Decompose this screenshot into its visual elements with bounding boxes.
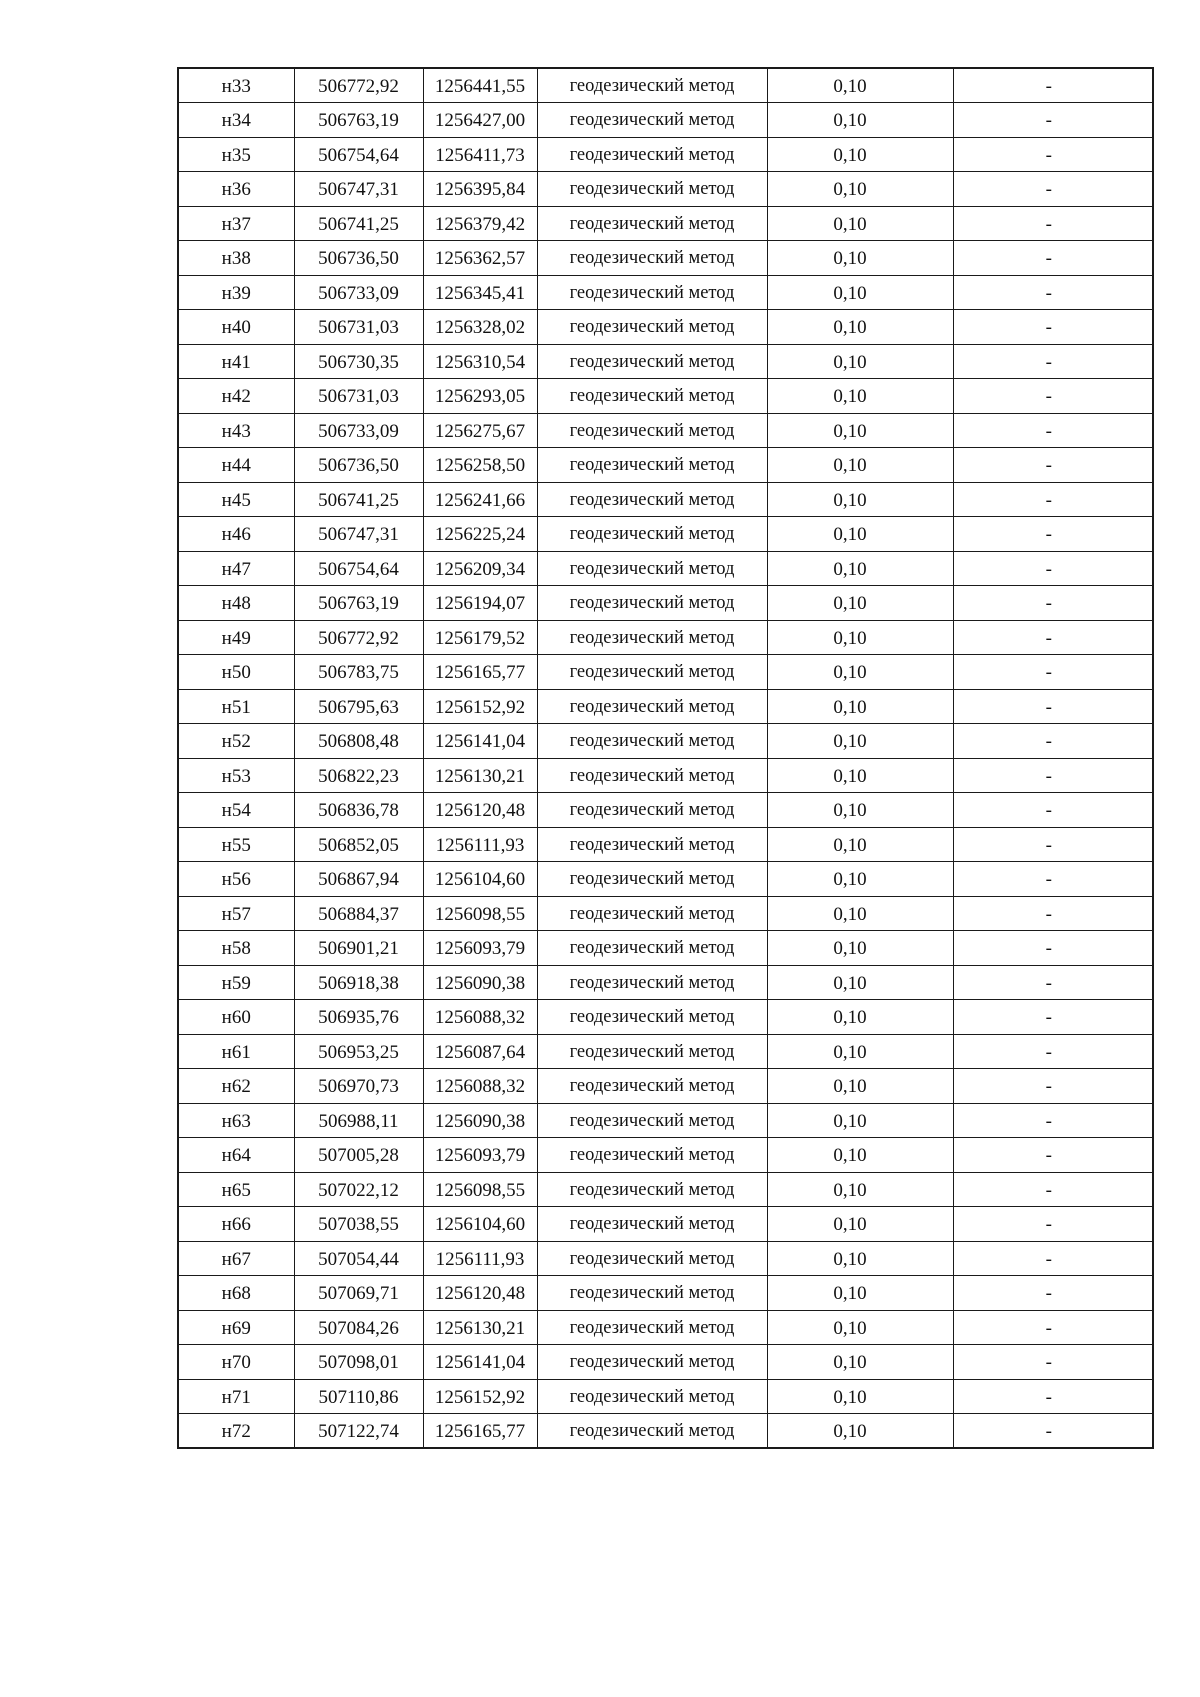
- accuracy-cell: 0,10: [767, 620, 953, 655]
- x-coordinate-cell: 506754,64: [294, 551, 423, 586]
- x-coordinate-cell: 506953,25: [294, 1034, 423, 1069]
- description-cell: -: [953, 275, 1153, 310]
- y-coordinate-cell: 1256194,07: [423, 586, 537, 621]
- x-coordinate-cell: 506852,05: [294, 827, 423, 862]
- point-number-cell: н33: [178, 68, 294, 103]
- table-row: [178, 1103, 1153, 1138]
- x-coordinate-cell: 507038,55: [294, 1207, 423, 1242]
- y-coordinate-cell: 1256293,05: [423, 379, 537, 414]
- accuracy-cell: 0,10: [767, 1034, 953, 1069]
- x-coordinate-cell: 506808,48: [294, 724, 423, 759]
- description-cell: -: [953, 1138, 1153, 1173]
- x-coordinate-cell: 507122,74: [294, 1414, 423, 1449]
- description-cell: -: [953, 1310, 1153, 1345]
- y-coordinate-cell: 1256427,00: [423, 103, 537, 138]
- y-coordinate-cell: 1256111,93: [423, 1241, 537, 1276]
- description-cell: -: [953, 379, 1153, 414]
- y-coordinate-cell: 1256141,04: [423, 1345, 537, 1380]
- point-number-cell: н48: [178, 586, 294, 621]
- table-row: [178, 1172, 1153, 1207]
- description-cell: -: [953, 1207, 1153, 1242]
- table-row: [178, 137, 1153, 172]
- y-coordinate-cell: 1256165,77: [423, 655, 537, 690]
- y-coordinate-cell: 1256093,79: [423, 1138, 537, 1173]
- accuracy-cell: 0,10: [767, 1172, 953, 1207]
- x-coordinate-cell: 506754,64: [294, 137, 423, 172]
- table-row: [178, 758, 1153, 793]
- method-cell: геодезический метод: [537, 1069, 767, 1104]
- x-coordinate-cell: 506935,76: [294, 1000, 423, 1035]
- x-coordinate-cell: 506731,03: [294, 379, 423, 414]
- table-row: [178, 275, 1153, 310]
- point-number-cell: н71: [178, 1379, 294, 1414]
- method-cell: геодезический метод: [537, 448, 767, 483]
- method-cell: геодезический метод: [537, 482, 767, 517]
- description-cell: -: [953, 344, 1153, 379]
- method-cell: геодезический метод: [537, 965, 767, 1000]
- point-number-cell: н62: [178, 1069, 294, 1104]
- x-coordinate-cell: 507084,26: [294, 1310, 423, 1345]
- point-number-cell: н66: [178, 1207, 294, 1242]
- description-cell: -: [953, 1103, 1153, 1138]
- x-coordinate-cell: 506901,21: [294, 931, 423, 966]
- point-number-cell: н65: [178, 1172, 294, 1207]
- point-number-cell: н34: [178, 103, 294, 138]
- table-row: [178, 310, 1153, 345]
- y-coordinate-cell: 1256165,77: [423, 1414, 537, 1449]
- description-cell: -: [953, 586, 1153, 621]
- method-cell: геодезический метод: [537, 758, 767, 793]
- description-cell: -: [953, 482, 1153, 517]
- point-number-cell: н50: [178, 655, 294, 690]
- table-row: [178, 1414, 1153, 1449]
- table-row: [178, 724, 1153, 759]
- point-number-cell: н35: [178, 137, 294, 172]
- description-cell: -: [953, 1379, 1153, 1414]
- accuracy-cell: 0,10: [767, 1345, 953, 1380]
- description-cell: -: [953, 724, 1153, 759]
- x-coordinate-cell: 506733,09: [294, 413, 423, 448]
- description-cell: -: [953, 655, 1153, 690]
- table-row: [178, 1207, 1153, 1242]
- description-cell: -: [953, 620, 1153, 655]
- y-coordinate-cell: 1256120,48: [423, 1276, 537, 1311]
- x-coordinate-cell: 506747,31: [294, 172, 423, 207]
- accuracy-cell: 0,10: [767, 965, 953, 1000]
- accuracy-cell: 0,10: [767, 1414, 953, 1449]
- accuracy-cell: 0,10: [767, 1241, 953, 1276]
- accuracy-cell: 0,10: [767, 1138, 953, 1173]
- description-cell: -: [953, 241, 1153, 276]
- description-cell: -: [953, 551, 1153, 586]
- description-cell: -: [953, 1172, 1153, 1207]
- method-cell: геодезический метод: [537, 206, 767, 241]
- y-coordinate-cell: 1256090,38: [423, 965, 537, 1000]
- x-coordinate-cell: 506741,25: [294, 206, 423, 241]
- table-row: [178, 482, 1153, 517]
- point-number-cell: н45: [178, 482, 294, 517]
- y-coordinate-cell: 1256120,48: [423, 793, 537, 828]
- method-cell: геодезический метод: [537, 1138, 767, 1173]
- accuracy-cell: 0,10: [767, 68, 953, 103]
- accuracy-cell: 0,10: [767, 827, 953, 862]
- point-number-cell: н57: [178, 896, 294, 931]
- accuracy-cell: 0,10: [767, 172, 953, 207]
- table-row: [178, 1138, 1153, 1173]
- method-cell: геодезический метод: [537, 413, 767, 448]
- point-number-cell: н36: [178, 172, 294, 207]
- table-row: [178, 1379, 1153, 1414]
- description-cell: -: [953, 1345, 1153, 1380]
- x-coordinate-cell: 507069,71: [294, 1276, 423, 1311]
- point-number-cell: н38: [178, 241, 294, 276]
- accuracy-cell: 0,10: [767, 241, 953, 276]
- x-coordinate-cell: 506730,35: [294, 344, 423, 379]
- table-row: [178, 896, 1153, 931]
- description-cell: -: [953, 1000, 1153, 1035]
- point-number-cell: н47: [178, 551, 294, 586]
- table-row: [178, 965, 1153, 1000]
- table-row: [178, 68, 1153, 103]
- description-cell: -: [953, 206, 1153, 241]
- point-number-cell: н56: [178, 862, 294, 897]
- method-cell: геодезический метод: [537, 1034, 767, 1069]
- accuracy-cell: 0,10: [767, 482, 953, 517]
- point-number-cell: н39: [178, 275, 294, 310]
- accuracy-cell: 0,10: [767, 896, 953, 931]
- method-cell: геодезический метод: [537, 68, 767, 103]
- description-cell: -: [953, 413, 1153, 448]
- method-cell: геодезический метод: [537, 1241, 767, 1276]
- method-cell: геодезический метод: [537, 620, 767, 655]
- description-cell: -: [953, 793, 1153, 828]
- accuracy-cell: 0,10: [767, 1069, 953, 1104]
- table-row: [178, 1241, 1153, 1276]
- x-coordinate-cell: 506736,50: [294, 241, 423, 276]
- table-row: [178, 448, 1153, 483]
- y-coordinate-cell: 1256104,60: [423, 862, 537, 897]
- method-cell: геодезический метод: [537, 1172, 767, 1207]
- y-coordinate-cell: 1256090,38: [423, 1103, 537, 1138]
- description-cell: -: [953, 172, 1153, 207]
- point-number-cell: н72: [178, 1414, 294, 1449]
- y-coordinate-cell: 1256088,32: [423, 1069, 537, 1104]
- method-cell: геодезический метод: [537, 275, 767, 310]
- point-number-cell: н58: [178, 931, 294, 966]
- x-coordinate-cell: 506988,11: [294, 1103, 423, 1138]
- description-cell: -: [953, 1414, 1153, 1449]
- x-coordinate-cell: 506867,94: [294, 862, 423, 897]
- method-cell: геодезический метод: [537, 1345, 767, 1380]
- x-coordinate-cell: 506741,25: [294, 482, 423, 517]
- table-row: [178, 1345, 1153, 1380]
- method-cell: геодезический метод: [537, 551, 767, 586]
- method-cell: геодезический метод: [537, 1207, 767, 1242]
- method-cell: геодезический метод: [537, 1276, 767, 1311]
- method-cell: геодезический метод: [537, 310, 767, 345]
- accuracy-cell: 0,10: [767, 413, 953, 448]
- point-number-cell: н59: [178, 965, 294, 1000]
- method-cell: геодезический метод: [537, 1414, 767, 1449]
- y-coordinate-cell: 1256225,24: [423, 517, 537, 552]
- table-row: [178, 793, 1153, 828]
- x-coordinate-cell: 506772,92: [294, 68, 423, 103]
- point-number-cell: н49: [178, 620, 294, 655]
- y-coordinate-cell: 1256152,92: [423, 1379, 537, 1414]
- accuracy-cell: 0,10: [767, 862, 953, 897]
- accuracy-cell: 0,10: [767, 275, 953, 310]
- table-row: [178, 517, 1153, 552]
- x-coordinate-cell: 507054,44: [294, 1241, 423, 1276]
- point-number-cell: н54: [178, 793, 294, 828]
- x-coordinate-cell: 506763,19: [294, 586, 423, 621]
- description-cell: -: [953, 965, 1153, 1000]
- y-coordinate-cell: 1256130,21: [423, 1310, 537, 1345]
- table-row: [178, 1034, 1153, 1069]
- y-coordinate-cell: 1256209,34: [423, 551, 537, 586]
- point-number-cell: н44: [178, 448, 294, 483]
- point-number-cell: н42: [178, 379, 294, 414]
- method-cell: геодезический метод: [537, 103, 767, 138]
- y-coordinate-cell: 1256093,79: [423, 931, 537, 966]
- description-cell: -: [953, 689, 1153, 724]
- y-coordinate-cell: 1256087,64: [423, 1034, 537, 1069]
- x-coordinate-cell: 507110,86: [294, 1379, 423, 1414]
- x-coordinate-cell: 507022,12: [294, 1172, 423, 1207]
- method-cell: геодезический метод: [537, 1310, 767, 1345]
- point-number-cell: н68: [178, 1276, 294, 1311]
- accuracy-cell: 0,10: [767, 137, 953, 172]
- table-row: [178, 344, 1153, 379]
- method-cell: геодезический метод: [537, 896, 767, 931]
- point-number-cell: н46: [178, 517, 294, 552]
- y-coordinate-cell: 1256379,42: [423, 206, 537, 241]
- y-coordinate-cell: 1256179,52: [423, 620, 537, 655]
- accuracy-cell: 0,10: [767, 793, 953, 828]
- table-row: [178, 172, 1153, 207]
- method-cell: геодезический метод: [537, 344, 767, 379]
- method-cell: геодезический метод: [537, 172, 767, 207]
- point-number-cell: н63: [178, 1103, 294, 1138]
- accuracy-cell: 0,10: [767, 1276, 953, 1311]
- accuracy-cell: 0,10: [767, 379, 953, 414]
- method-cell: геодезический метод: [537, 1379, 767, 1414]
- accuracy-cell: 0,10: [767, 1379, 953, 1414]
- method-cell: геодезический метод: [537, 379, 767, 414]
- y-coordinate-cell: 1256241,66: [423, 482, 537, 517]
- x-coordinate-cell: 507098,01: [294, 1345, 423, 1380]
- x-coordinate-cell: 507005,28: [294, 1138, 423, 1173]
- x-coordinate-cell: 506731,03: [294, 310, 423, 345]
- method-cell: геодезический метод: [537, 137, 767, 172]
- accuracy-cell: 0,10: [767, 758, 953, 793]
- description-cell: -: [953, 517, 1153, 552]
- method-cell: геодезический метод: [537, 689, 767, 724]
- table-row: [178, 689, 1153, 724]
- method-cell: геодезический метод: [537, 827, 767, 862]
- x-coordinate-cell: 506783,75: [294, 655, 423, 690]
- point-number-cell: н43: [178, 413, 294, 448]
- table-row: [178, 1000, 1153, 1035]
- x-coordinate-cell: 506795,63: [294, 689, 423, 724]
- accuracy-cell: 0,10: [767, 551, 953, 586]
- x-coordinate-cell: 506733,09: [294, 275, 423, 310]
- description-cell: -: [953, 137, 1153, 172]
- description-cell: -: [953, 758, 1153, 793]
- method-cell: геодезический метод: [537, 1000, 767, 1035]
- point-number-cell: н51: [178, 689, 294, 724]
- x-coordinate-cell: 506772,92: [294, 620, 423, 655]
- point-number-cell: н41: [178, 344, 294, 379]
- description-cell: -: [953, 827, 1153, 862]
- y-coordinate-cell: 1256310,54: [423, 344, 537, 379]
- x-coordinate-cell: 506970,73: [294, 1069, 423, 1104]
- method-cell: геодезический метод: [537, 241, 767, 276]
- point-number-cell: н70: [178, 1345, 294, 1380]
- accuracy-cell: 0,10: [767, 103, 953, 138]
- y-coordinate-cell: 1256345,41: [423, 275, 537, 310]
- y-coordinate-cell: 1256152,92: [423, 689, 537, 724]
- method-cell: геодезический метод: [537, 517, 767, 552]
- accuracy-cell: 0,10: [767, 517, 953, 552]
- point-number-cell: н55: [178, 827, 294, 862]
- y-coordinate-cell: 1256098,55: [423, 1172, 537, 1207]
- y-coordinate-cell: 1256098,55: [423, 896, 537, 931]
- description-cell: -: [953, 1241, 1153, 1276]
- y-coordinate-cell: 1256411,73: [423, 137, 537, 172]
- point-number-cell: н67: [178, 1241, 294, 1276]
- table-row: [178, 206, 1153, 241]
- accuracy-cell: 0,10: [767, 586, 953, 621]
- point-number-cell: н69: [178, 1310, 294, 1345]
- point-number-cell: н64: [178, 1138, 294, 1173]
- accuracy-cell: 0,10: [767, 344, 953, 379]
- y-coordinate-cell: 1256258,50: [423, 448, 537, 483]
- accuracy-cell: 0,10: [767, 1310, 953, 1345]
- accuracy-cell: 0,10: [767, 448, 953, 483]
- table-row: [178, 620, 1153, 655]
- accuracy-cell: 0,10: [767, 655, 953, 690]
- description-cell: -: [953, 931, 1153, 966]
- description-cell: -: [953, 448, 1153, 483]
- description-cell: -: [953, 1034, 1153, 1069]
- description-cell: -: [953, 1276, 1153, 1311]
- accuracy-cell: 0,10: [767, 310, 953, 345]
- accuracy-cell: 0,10: [767, 931, 953, 966]
- method-cell: геодезический метод: [537, 1103, 767, 1138]
- table-row: [178, 551, 1153, 586]
- table-body: [178, 68, 1153, 1448]
- method-cell: геодезический метод: [537, 862, 767, 897]
- table-row: [178, 862, 1153, 897]
- y-coordinate-cell: 1256111,93: [423, 827, 537, 862]
- table-row: [178, 586, 1153, 621]
- method-cell: геодезический метод: [537, 931, 767, 966]
- accuracy-cell: 0,10: [767, 724, 953, 759]
- y-coordinate-cell: 1256328,02: [423, 310, 537, 345]
- table-row: [178, 1276, 1153, 1311]
- accuracy-cell: 0,10: [767, 206, 953, 241]
- table-row: [178, 103, 1153, 138]
- y-coordinate-cell: 1256130,21: [423, 758, 537, 793]
- x-coordinate-cell: 506836,78: [294, 793, 423, 828]
- accuracy-cell: 0,10: [767, 1000, 953, 1035]
- table-row: [178, 655, 1153, 690]
- point-number-cell: н60: [178, 1000, 294, 1035]
- description-cell: -: [953, 310, 1153, 345]
- point-number-cell: н37: [178, 206, 294, 241]
- accuracy-cell: 0,10: [767, 1207, 953, 1242]
- point-number-cell: н40: [178, 310, 294, 345]
- description-cell: -: [953, 68, 1153, 103]
- method-cell: геодезический метод: [537, 793, 767, 828]
- x-coordinate-cell: 506736,50: [294, 448, 423, 483]
- table-row: [178, 1069, 1153, 1104]
- point-number-cell: н53: [178, 758, 294, 793]
- table-row: [178, 413, 1153, 448]
- y-coordinate-cell: 1256104,60: [423, 1207, 537, 1242]
- x-coordinate-cell: 506822,23: [294, 758, 423, 793]
- x-coordinate-cell: 506747,31: [294, 517, 423, 552]
- accuracy-cell: 0,10: [767, 1103, 953, 1138]
- table-row: [178, 931, 1153, 966]
- y-coordinate-cell: 1256441,55: [423, 68, 537, 103]
- method-cell: геодезический метод: [537, 724, 767, 759]
- point-number-cell: н61: [178, 1034, 294, 1069]
- accuracy-cell: 0,10: [767, 689, 953, 724]
- table-row: [178, 379, 1153, 414]
- x-coordinate-cell: 506918,38: [294, 965, 423, 1000]
- point-number-cell: н52: [178, 724, 294, 759]
- method-cell: геодезический метод: [537, 586, 767, 621]
- method-cell: геодезический метод: [537, 655, 767, 690]
- coordinates-table: [177, 67, 1154, 1449]
- description-cell: -: [953, 862, 1153, 897]
- table-row: [178, 1310, 1153, 1345]
- y-coordinate-cell: 1256088,32: [423, 1000, 537, 1035]
- table-row: [178, 241, 1153, 276]
- y-coordinate-cell: 1256141,04: [423, 724, 537, 759]
- x-coordinate-cell: 506763,19: [294, 103, 423, 138]
- description-cell: -: [953, 1069, 1153, 1104]
- x-coordinate-cell: 506884,37: [294, 896, 423, 931]
- y-coordinate-cell: 1256362,57: [423, 241, 537, 276]
- table-row: [178, 827, 1153, 862]
- description-cell: -: [953, 896, 1153, 931]
- y-coordinate-cell: 1256275,67: [423, 413, 537, 448]
- description-cell: -: [953, 103, 1153, 138]
- y-coordinate-cell: 1256395,84: [423, 172, 537, 207]
